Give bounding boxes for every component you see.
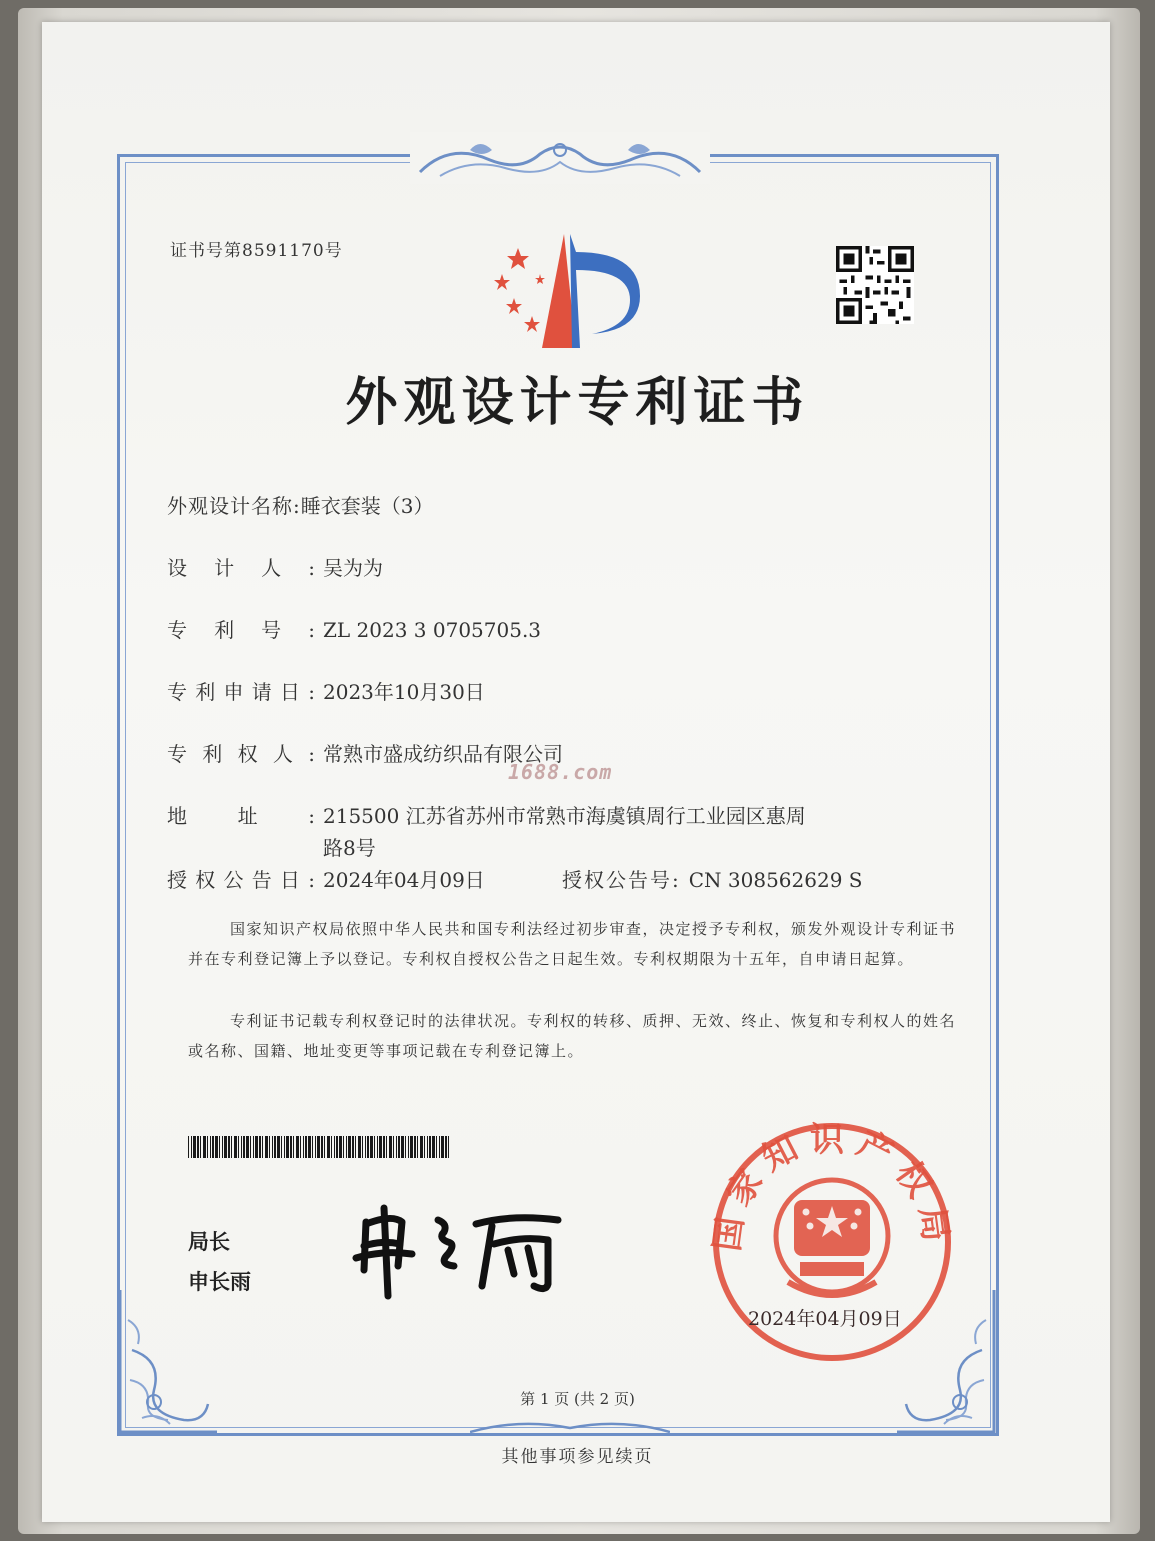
official-seal (702, 1112, 962, 1372)
certificate-paragraph-2: 专利证书记载专利权登记时的法律状况。专利权的转移、质押、无效、终止、恢复和专利权人的姓名或名称、国籍、地址变更等事项记载在专利登记簿上。 (188, 1012, 957, 1060)
top-ornament (410, 132, 710, 184)
certificate-number: 证书号第8591170号 (170, 241, 343, 261)
cnipa-logo (480, 230, 640, 350)
patent-number-row (167, 614, 541, 643)
design-name-label: 外观设计名称: (167, 494, 301, 518)
grant-date-label: 授权公告日: (167, 868, 317, 892)
designer-row (167, 552, 383, 581)
certificate-paragraph-1: 国家知识产权局依照中华人民共和国专利法经过初步审查，决定授予专利权，颁发外观设计专利证书并在专利登记簿上予以登记。专利权自授权公告之日起生效。专利权期限为十五年，自申请日起算。 (188, 920, 957, 968)
grant-pub-number-row (562, 864, 863, 893)
seal-date: 2024年04月09日 (748, 1308, 902, 1330)
patentee-value: 常熟市盛成纺织品有限公司 (323, 742, 563, 766)
certificate-title: 外观设计专利证书 (345, 373, 810, 433)
grant-pub-number-label: 授权公告号: (562, 868, 681, 892)
director-signature (352, 1200, 582, 1300)
svg-text:国家知识产权局: 国家知识产权局 (707, 1119, 957, 1254)
designer-value: 吴为为 (323, 556, 383, 580)
designer-label: 设计人: (167, 556, 317, 580)
qr-code (836, 246, 914, 324)
address-value: 215500 江苏省苏州市常熟市海虞镇周行工业园区惠周路8号 (323, 804, 806, 860)
barcode (188, 1136, 450, 1158)
grant-pub-number-value: CN 308562629 S (688, 868, 863, 892)
patentee-row (167, 738, 563, 767)
patentee-label: 专利权人: (167, 742, 317, 766)
watermark-1688: 1688.com (508, 760, 613, 784)
design-name-value: 睡衣套装（3） (300, 494, 434, 518)
filing-date-value: 2023年10月30日 (323, 680, 485, 704)
filing-date-row (167, 676, 485, 705)
address-label: 地址: (167, 804, 317, 828)
design-name-row (167, 490, 433, 519)
grant-date-value: 2024年04月09日 (323, 868, 485, 892)
bottom-left-ornament (112, 1290, 222, 1440)
director-name: 申长雨 (188, 1270, 251, 1294)
filing-date-label: 专利申请日: (167, 680, 317, 704)
address-row (167, 800, 317, 829)
director-title: 局长 (188, 1230, 230, 1254)
patent-number-label: 专利号: (167, 618, 317, 642)
bottom-center-ornament (470, 1414, 670, 1436)
page-number: 第 1 页 (共 2 页) (520, 1390, 635, 1408)
patent-number-value: ZL 2023 3 0705705.3 (323, 618, 542, 642)
grant-date-row (167, 864, 485, 893)
footer-note: 其他事项参见续页 (501, 1447, 654, 1467)
